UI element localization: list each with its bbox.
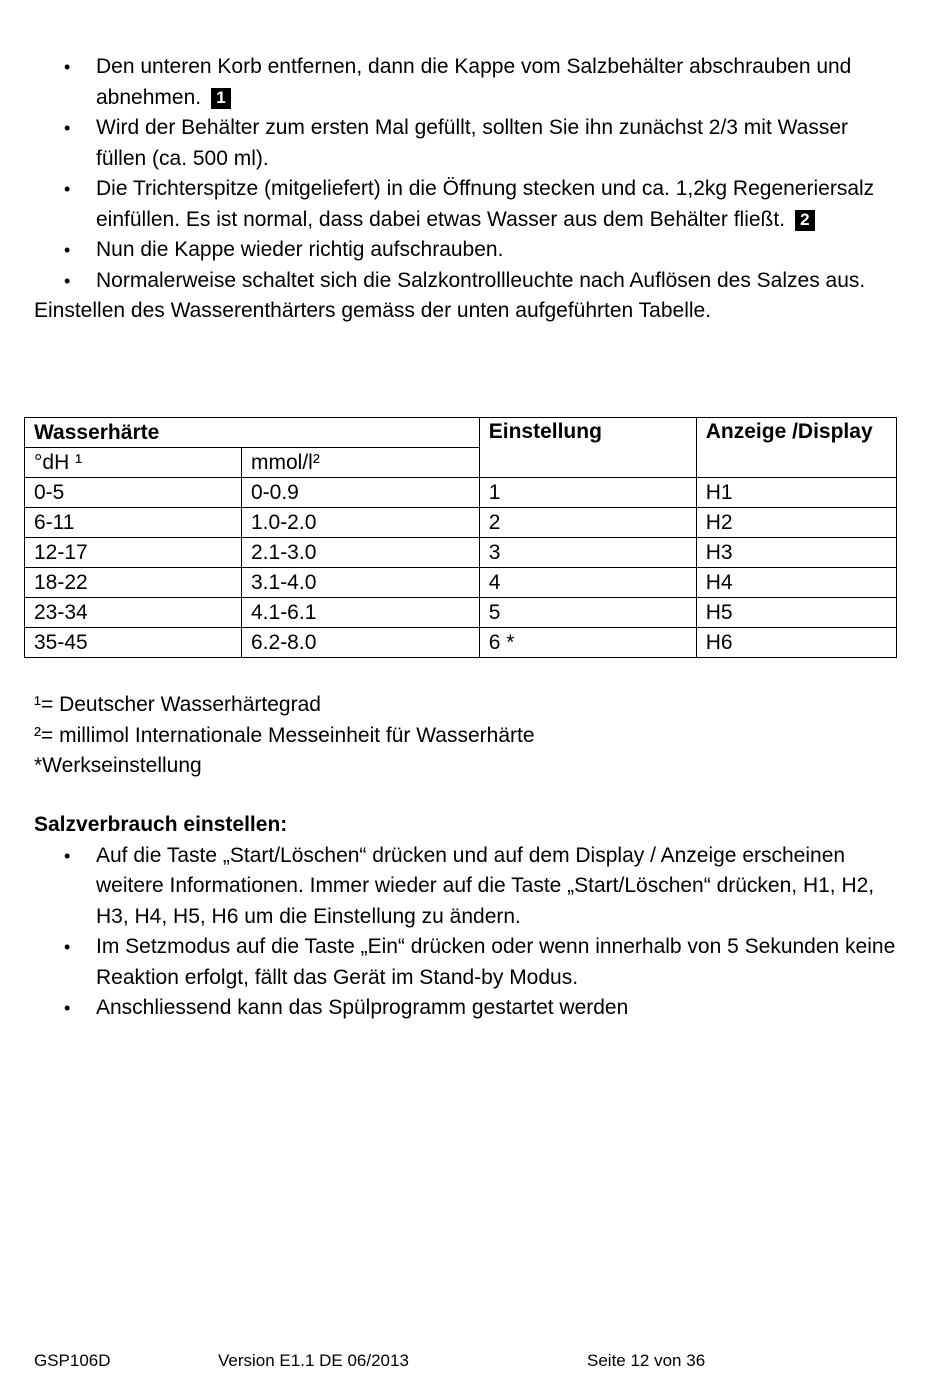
subheader-dh: °dH ¹ [25, 448, 242, 478]
cell-mmol: 0-0.9 [242, 478, 480, 508]
bullet-text: Wird der Behälter zum ersten Mal gefüllt, sollten Sie ihn zunächst 2/3 mit Wasser füllen (ca. 500 ml). [96, 116, 849, 170]
step-number-badge: 2 [795, 210, 815, 231]
step-number-badge: 1 [211, 88, 231, 109]
bullet-text: Die Trichterspitze (mitgeliefert) in die Öffnung stecken und ca. 1,2kg Regeneriersalz einfüllen. Es ist normal, dass dabei etwas Wasser aus dem Behälter fließt. [96, 177, 875, 231]
salt-consumption-section [34, 810, 904, 1024]
bullet-text: Normalerweise schaltet sich die Salzkontrollleuchte nach Auflösen des Salzes aus. [96, 268, 866, 292]
bullet-icon: • [64, 270, 71, 291]
list-item [34, 113, 904, 174]
bullet-text: Anschliessend kann das Spülprogramm gestartet werden [96, 996, 629, 1019]
footer-model: GSP106D [34, 1351, 111, 1370]
cell-display: H3 [696, 538, 896, 568]
footnotes [34, 690, 904, 782]
bullet-text: Auf die Taste „Start/Löschen“ drücken und auf dem Display / Anzeige erscheinen weitere Informationen. Immer wieder auf die Taste „Start/Löschen“ drücken, H1, H2, H3, H4, H5, H6 um die Einstellung zu ändern. [96, 843, 875, 928]
water-hardness-table [24, 417, 897, 658]
cell-display: H5 [696, 598, 896, 628]
salt-bullet-list [34, 841, 904, 1024]
cell-mmol: 3.1-4.0 [242, 568, 480, 598]
cell-dh: 23-34 [25, 598, 242, 628]
footnote: *Werkseinstellung [34, 754, 202, 777]
table-row [25, 628, 897, 658]
intro-bullet-list [34, 52, 904, 296]
footnote: ²= millimol Internationale Messeinheit für Wasserhärte [34, 723, 535, 747]
cell-dh: 0-5 [25, 478, 242, 508]
cell-dh: 12-17 [25, 538, 242, 568]
bullet-icon: • [64, 998, 71, 1018]
cell-dh: 35-45 [25, 628, 242, 658]
list-item [34, 266, 904, 297]
cell-mmol: 6.2-8.0 [242, 628, 480, 658]
cell-setting: 4 [479, 568, 696, 598]
bullet-icon: • [64, 845, 71, 866]
section-heading: Salzverbrauch einstellen: [34, 813, 288, 836]
bullet-text: Den unteren Korb entfernen, dann die Kappe vom Salzbehälter abschrauben und abnehmen. [96, 55, 852, 109]
footnote: ¹= Deutscher Wasserhärtegrad [34, 693, 321, 716]
bullet-icon: • [64, 57, 71, 77]
intro-section [34, 52, 904, 327]
cell-setting: 3 [479, 538, 696, 568]
cell-setting: 6 * [479, 628, 696, 658]
bullet-text: Nun die Kappe wieder richtig aufschrauben. [96, 238, 504, 261]
table-row [25, 508, 897, 538]
bullet-text: Im Setzmodus auf die Taste „Ein“ drücken oder wenn innerhalb von 5 Sekunden keine Reaktion erfolgt, fällt das Gerät im Stand-by Modus. [96, 935, 896, 989]
list-item [34, 52, 904, 113]
header-setting: Einstellung [479, 418, 696, 478]
table-header-row [25, 418, 897, 448]
cell-setting: 2 [479, 508, 696, 538]
cell-display: H2 [696, 508, 896, 538]
footer-page-number: Seite 12 von 36 [587, 1351, 706, 1370]
bullet-icon: • [64, 118, 71, 138]
cell-dh: 18-22 [25, 568, 242, 598]
list-item [34, 993, 904, 1024]
cell-display: H6 [696, 628, 896, 658]
table-row [25, 538, 897, 568]
subheader-mmol: mmol/l² [242, 448, 480, 478]
bullet-icon: • [64, 179, 71, 199]
cell-mmol: 4.1-6.1 [242, 598, 480, 628]
list-item [34, 932, 904, 993]
cell-mmol: 1.0-2.0 [242, 508, 480, 538]
footer-version: Version E1.1 DE 06/2013 [218, 1351, 409, 1370]
list-item [34, 174, 904, 235]
cell-setting: 5 [479, 598, 696, 628]
cell-setting: 1 [479, 478, 696, 508]
list-item [34, 841, 904, 933]
table-row [25, 598, 897, 628]
cell-dh: 6-11 [25, 508, 242, 538]
cell-display: H4 [696, 568, 896, 598]
header-display: Anzeige /Display [696, 418, 896, 478]
cell-display: H1 [696, 478, 896, 508]
cell-mmol: 2.1-3.0 [242, 538, 480, 568]
bullet-icon: • [64, 937, 71, 957]
header-water-hardness: Wasserhärte [25, 418, 480, 448]
intro-paragraph: Einstellen des Wasserenthärters gemäss der unten aufgeführten Tabelle. [34, 299, 712, 322]
table-row [25, 478, 897, 508]
list-item [34, 235, 904, 266]
bullet-icon: • [64, 240, 71, 260]
table-row [25, 568, 897, 598]
